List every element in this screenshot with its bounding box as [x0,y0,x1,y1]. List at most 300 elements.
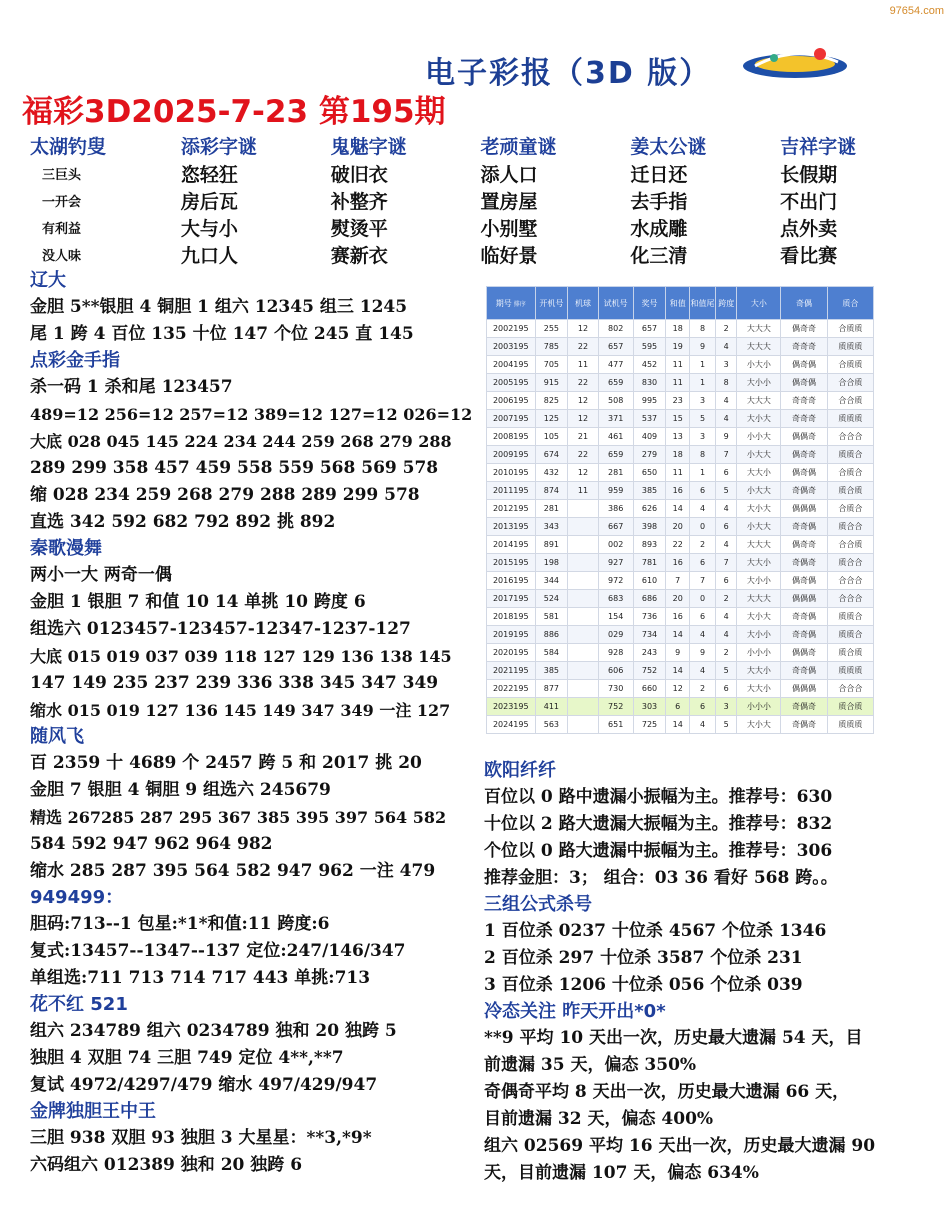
section-line: 组选六 0123457-123457-12347-1237-127 [30,619,411,639]
history-cell: 3 [690,392,716,410]
history-cell [568,644,598,662]
section-title: 随风飞 [30,726,84,747]
riddle-cell: 熨烫平 [330,218,388,240]
history-cell: 343 [535,518,568,536]
history-cell: 281 [598,464,633,482]
history-cell: 595 [633,338,666,356]
history-cell: 398 [633,518,666,536]
history-cell: 2009195 [487,446,536,464]
history-cell: 奇偶奇 [781,554,827,572]
history-cell: 小大大 [737,482,781,500]
riddle-header: 姜太公谜 [630,135,707,158]
section-line: 缩 028 234 259 268 279 288 289 299 578 [30,485,420,505]
history-cell: 22 [568,374,598,392]
section-title: 辽大 [30,270,66,291]
riddle-cell: 长假期 [780,164,838,186]
history-cell: 581 [535,608,568,626]
history-cell: 928 [598,644,633,662]
history-cell: 质合质 [827,698,873,716]
section-line: 大底 028 045 145 224 234 244 259 268 279 288 [30,432,452,451]
history-cell: 偶奇奇 [781,536,827,554]
history-cell: 合合质 [827,536,873,554]
section-line: 147 149 235 237 239 336 338 345 347 349 [30,673,439,693]
riddle-cell: 添人口 [480,164,538,186]
history-cell: 4 [690,500,716,518]
riddle-header-row [30,130,930,160]
history-cell: 奇偶奇 [781,716,827,734]
history-cell: 279 [633,446,666,464]
history-cell: 6 [690,698,716,716]
history-cell: 281 [535,500,568,518]
history-cell: 657 [633,320,666,338]
riddle-cell: 点外卖 [780,218,838,240]
history-cell: 730 [598,680,633,698]
history-cell: 610 [633,572,666,590]
history-cell: 22 [568,446,598,464]
section-line: 金胆 5**银胆 4 铜胆 1 组六 12345 组三 1245 [30,297,408,317]
history-cell: 质合质 [827,644,873,662]
history-cell: 736 [633,608,666,626]
section-line: 2 百位杀 297 十位杀 3587 个位杀 231 [484,948,803,968]
history-cell: 质质质 [827,662,873,680]
history-cell: 972 [598,572,633,590]
history-cell: 9 [666,644,690,662]
history-cell: 125 [535,410,568,428]
history-row [487,410,874,428]
history-cell: 781 [633,554,666,572]
history-cell: 4 [716,608,737,626]
history-row [487,536,874,554]
riddle-cell: 小别墅 [480,218,538,240]
history-cell: 606 [598,662,633,680]
history-cell: 20 [666,590,690,608]
section-line: 推荐金胆：3； 组合：03 36 看好 568 跨。。 [484,868,838,888]
section-line: 组六 234789 组六 0234789 独和 20 独跨 5 [30,1021,397,1041]
history-cell: 2017195 [487,590,536,608]
history-cell: 大小大 [737,410,781,428]
history-cell: 奇偶奇 [781,482,827,500]
right-column [484,758,934,1187]
riddle-cell: 大与小 [180,218,238,240]
history-cell: 4 [690,662,716,680]
history-cell: 4 [690,716,716,734]
history-cell: 2011195 [487,482,536,500]
section-line: 独胆 4 双胆 74 三胆 749 定位 4**,**7 [30,1048,344,1068]
history-cell: 质质合 [827,626,873,644]
riddle-grid [30,130,930,268]
history-cell: 20 [666,518,690,536]
history-cell: 734 [633,626,666,644]
history-cell: 大大大 [737,590,781,608]
history-cell [568,536,598,554]
history-row [487,644,874,662]
riddle-cell: 房后瓦 [180,191,238,213]
riddle-cell: 破旧衣 [330,164,388,186]
history-cell: 大大大 [737,320,781,338]
history-cell: 偶偶奇 [781,644,827,662]
section-line: 金胆 7 银胆 4 铜胆 9 组选六 245679 [30,780,331,800]
history-cell: 524 [535,590,568,608]
history-cell: 9 [690,644,716,662]
section-line: 奇偶奇平均 8 天出一次，历史最大遗漏 66 天， [484,1082,850,1102]
history-cell: 2002195 [487,320,536,338]
history-cell: 2 [716,644,737,662]
history-cell: 小大大 [737,518,781,536]
history-cell: 752 [633,662,666,680]
history-header-label: 期号 [495,298,512,308]
section-title: 秦歌漫舞 [30,538,102,559]
riddle-row [30,160,930,187]
history-cell: 18 [666,446,690,464]
history-cell: 11 [568,482,598,500]
history-row [487,320,874,338]
history-cell: 奇偶奇 [781,698,827,716]
section-line: 复试 4972/4297/479 缩水 497/429/947 [30,1075,378,1095]
section-line: 单组选:711 713 714 717 443 单挑:713 [30,968,371,988]
history-cell: 12 [568,464,598,482]
history-cell: 3 [716,356,737,374]
history-cell: 6 [716,464,737,482]
riddle-cell: 补整齐 [330,191,388,213]
section-line: 杀一码 1 杀和尾 123457 [30,377,233,397]
history-cell: 4 [716,410,737,428]
history-cell: 891 [535,536,568,554]
history-cell: 2005195 [487,374,536,392]
section-title: 点彩金手指 [30,350,120,371]
section-line: 百位以 0 路中遗漏小振幅为主。推荐号：630 [484,787,833,807]
history-cell: 154 [598,608,633,626]
history-row [487,572,874,590]
section-line: 289 299 358 457 459 558 559 568 569 578 [30,458,439,478]
history-cell: 2004195 [487,356,536,374]
riddle-cell: 不出门 [780,191,838,213]
history-cell: 7 [690,572,716,590]
history-cell: 5 [690,410,716,428]
history-row [487,392,874,410]
history-cell: 9 [690,338,716,356]
section-title: 冷态关注 昨天开出*0* [484,1001,666,1022]
history-cell: 14 [666,500,690,518]
history-column-header: 跨度 [716,287,737,320]
history-cell: 11 [568,356,598,374]
section-line: 精选 267285 287 295 367 385 395 397 564 582 [30,808,447,827]
history-cell [568,626,598,644]
riddle-cell: 迁日还 [630,164,688,186]
history-cell [568,716,598,734]
history-cell: 105 [535,428,568,446]
history-cell: 344 [535,572,568,590]
history-cell: 偶奇偶 [781,374,827,392]
riddle-row [30,187,930,214]
history-cell: 2022195 [487,680,536,698]
history-row [487,356,874,374]
history-cell: 2008195 [487,428,536,446]
history-column-header: 机球 [568,287,598,320]
history-cell: 7 [716,554,737,572]
section-line: 尾 1 跨 4 百位 135 十位 147 个位 245 直 145 [30,324,414,344]
history-cell: 886 [535,626,568,644]
history-cell: 452 [633,356,666,374]
history-row [487,518,874,536]
history-cell: 2 [690,536,716,554]
history-cell: 合合质 [827,392,873,410]
history-cell: 3 [716,698,737,716]
history-cell: 合合质 [827,374,873,392]
history-cell: 411 [535,698,568,716]
history-cell: 奇奇奇 [781,410,827,428]
history-column-header: 奖号 [633,287,666,320]
section-line: 两小一大 两奇一偶 [30,565,172,585]
history-cell: 995 [633,392,666,410]
riddle-row [30,241,930,268]
history-cell: 偶偶偶 [781,590,827,608]
history-cell: 质合合 [827,518,873,536]
history-column-header: 质合 [827,287,873,320]
history-cell: 合质质 [827,356,873,374]
history-table-container [486,286,874,734]
history-cell: 029 [598,626,633,644]
history-cell: 2 [716,590,737,608]
section-line: 缩水 285 287 395 564 582 947 962 一注 479 [30,861,436,881]
history-column-header: 试机号 [598,287,633,320]
riddle-cell: 恣轻狂 [180,164,238,186]
history-cell: 2010195 [487,464,536,482]
history-cell: 830 [633,374,666,392]
history-cell [568,518,598,536]
history-cell: 5 [716,662,737,680]
history-cell: 偶奇偶 [781,464,827,482]
riddle-cell: 化三清 [630,245,688,267]
history-row [487,338,874,356]
history-row [487,662,874,680]
history-cell: 915 [535,374,568,392]
history-cell [568,662,598,680]
history-cell: 877 [535,680,568,698]
riddle-cell: 三巨头 [42,168,82,183]
history-cell: 0 [690,518,716,536]
history-column-header [487,287,536,320]
history-cell: 2 [716,320,737,338]
history-cell: 303 [633,698,666,716]
history-table-header [487,287,874,320]
history-cell: 2013195 [487,518,536,536]
history-row [487,680,874,698]
history-cell: 小小小 [737,698,781,716]
history-cell: 合合合 [827,428,873,446]
history-cell: 432 [535,464,568,482]
history-cell [568,590,598,608]
history-cell: 质质质 [827,410,873,428]
history-cell: 21 [568,428,598,446]
history-cell: 偶偶奇 [781,428,827,446]
section-line: 1 百位杀 0237 十位杀 4567 个位杀 1346 [484,921,827,941]
history-cell: 合质质 [827,320,873,338]
riddle-cell: 一开会 [42,195,82,210]
history-cell: 奇奇偶 [781,662,827,680]
history-cell: 243 [633,644,666,662]
history-cell: 667 [598,518,633,536]
history-cell: 9 [716,428,737,446]
history-cell: 16 [666,554,690,572]
history-row [487,716,874,734]
history-cell: 奇奇奇 [781,338,827,356]
section-line: 直选 342 592 682 792 892 挑 892 [30,512,336,532]
section-line: 胆码:713--1 包星:*1*和值:11 跨度:6 [30,914,330,934]
history-cell: 奇奇偶 [781,608,827,626]
sort-toggle[interactable]: 排序 [513,300,526,308]
brand-title: 电子彩报（3D 版） [425,56,712,91]
history-cell: 偶奇偶 [781,356,827,374]
history-row [487,554,874,572]
riddle-cell: 没人味 [42,249,82,264]
history-cell: 偶奇奇 [781,320,827,338]
history-cell: 14 [666,662,690,680]
history-cell: 18 [666,320,690,338]
history-cell: 大小大 [737,608,781,626]
history-cell: 6 [716,680,737,698]
history-row [487,626,874,644]
history-row [487,698,874,716]
section-line: 十位以 2 路大遗漏大振幅为主。推荐号：832 [484,814,833,834]
history-column-header: 奇偶 [781,287,827,320]
issue-title: 福彩3D2025-7-23 第195期 [22,94,446,130]
history-cell: 1 [690,356,716,374]
history-cell: 6 [716,518,737,536]
riddle-cell: 置房屋 [480,191,538,213]
riddle-cell: 有利益 [42,222,82,237]
riddle-header: 太湖钓叟 [30,135,107,158]
history-cell: 4 [716,536,737,554]
history-cell: 683 [598,590,633,608]
history-cell: 合质合 [827,464,873,482]
history-cell: 2021195 [487,662,536,680]
history-cell: 6 [690,482,716,500]
history-row [487,482,874,500]
history-cell: 8 [690,320,716,338]
history-cell: 802 [598,320,633,338]
history-cell: 7 [666,572,690,590]
history-cell: 质质质 [827,716,873,734]
section-title: 金牌独胆王中王 [30,1101,156,1122]
history-cell: 23 [666,392,690,410]
history-cell: 660 [633,680,666,698]
history-cell: 650 [633,464,666,482]
history-cell: 4 [716,500,737,518]
history-cell: 198 [535,554,568,572]
riddle-cell: 赛新衣 [330,245,388,267]
history-cell: 385 [535,662,568,680]
history-cell: 2014195 [487,536,536,554]
history-cell: 659 [598,446,633,464]
history-cell: 2 [690,680,716,698]
history-cell: 2015195 [487,554,536,572]
riddle-cell: 去手指 [630,191,688,213]
history-cell: 508 [598,392,633,410]
brand-logo-icon [740,40,850,80]
history-cell: 合合合 [827,572,873,590]
history-cell: 2003195 [487,338,536,356]
history-cell: 合合合 [827,680,873,698]
history-cell: 大大小 [737,554,781,572]
history-cell: 2012195 [487,500,536,518]
history-column-header: 和值尾 [690,287,716,320]
history-cell: 4 [716,392,737,410]
history-cell: 3 [690,428,716,446]
section-line: 584 592 947 962 964 982 [30,834,273,854]
history-row [487,428,874,446]
history-cell: 大小小 [737,626,781,644]
history-cell: 19 [666,338,690,356]
history-cell: 785 [535,338,568,356]
history-cell: 705 [535,356,568,374]
history-column-header: 和值 [666,287,690,320]
left-column [30,268,480,1179]
history-cell: 13 [666,428,690,446]
history-cell: 合质合 [827,500,873,518]
riddle-row [30,214,930,241]
section-line: 前遗漏 35 天，偏态 350% [484,1055,697,1075]
history-cell: 7 [716,446,737,464]
riddle-header: 鬼魅字谜 [330,135,407,158]
history-cell: 752 [598,698,633,716]
history-cell: 大小小 [737,374,781,392]
section-line: 金胆 1 银胆 7 和值 10 14 单挑 10 跨度 6 [30,592,366,612]
history-cell: 11 [666,374,690,392]
history-cell: 651 [598,716,633,734]
history-cell: 合合合 [827,590,873,608]
history-cell: 2019195 [487,626,536,644]
history-cell: 0 [690,590,716,608]
history-cell: 659 [598,374,633,392]
history-column-header: 开机号 [535,287,568,320]
riddle-header: 老顽童谜 [480,135,557,158]
history-cell: 大小小 [737,572,781,590]
section-title: 三组公式杀号 [484,894,592,915]
section-title: 花不红 521 [30,994,128,1015]
history-cell: 大大小 [737,464,781,482]
section-line: 489=12 256=12 257=12 389=12 127=12 026=12 [30,405,473,424]
history-cell: 2007195 [487,410,536,428]
history-cell: 偶奇奇 [781,446,827,464]
riddle-cell: 水成雕 [630,218,688,240]
history-cell: 537 [633,410,666,428]
history-cell [568,680,598,698]
section-line: 六码组六 012389 独和 20 独跨 6 [30,1155,303,1175]
history-row [487,500,874,518]
section-title: 949499： [30,887,124,908]
history-cell: 12 [568,320,598,338]
history-cell: 15 [666,410,690,428]
history-cell: 小小小 [737,644,781,662]
history-cell: 4 [716,626,737,644]
history-cell: 2016195 [487,572,536,590]
history-cell: 小大大 [737,446,781,464]
history-cell: 1 [690,464,716,482]
riddle-header: 添彩字谜 [180,135,257,158]
history-cell: 4 [690,626,716,644]
history-cell: 371 [598,410,633,428]
section-line: 组六 02569 平均 16 天出一次，历史最大遗漏 90 [484,1136,876,1156]
history-cell: 11 [666,356,690,374]
history-cell: 奇奇偶 [781,518,827,536]
history-cell: 1 [690,374,716,392]
history-cell: 14 [666,716,690,734]
history-cell: 927 [598,554,633,572]
history-cell: 6 [690,554,716,572]
history-cell: 386 [598,500,633,518]
history-cell: 2024195 [487,716,536,734]
history-cell: 小小大 [737,428,781,446]
